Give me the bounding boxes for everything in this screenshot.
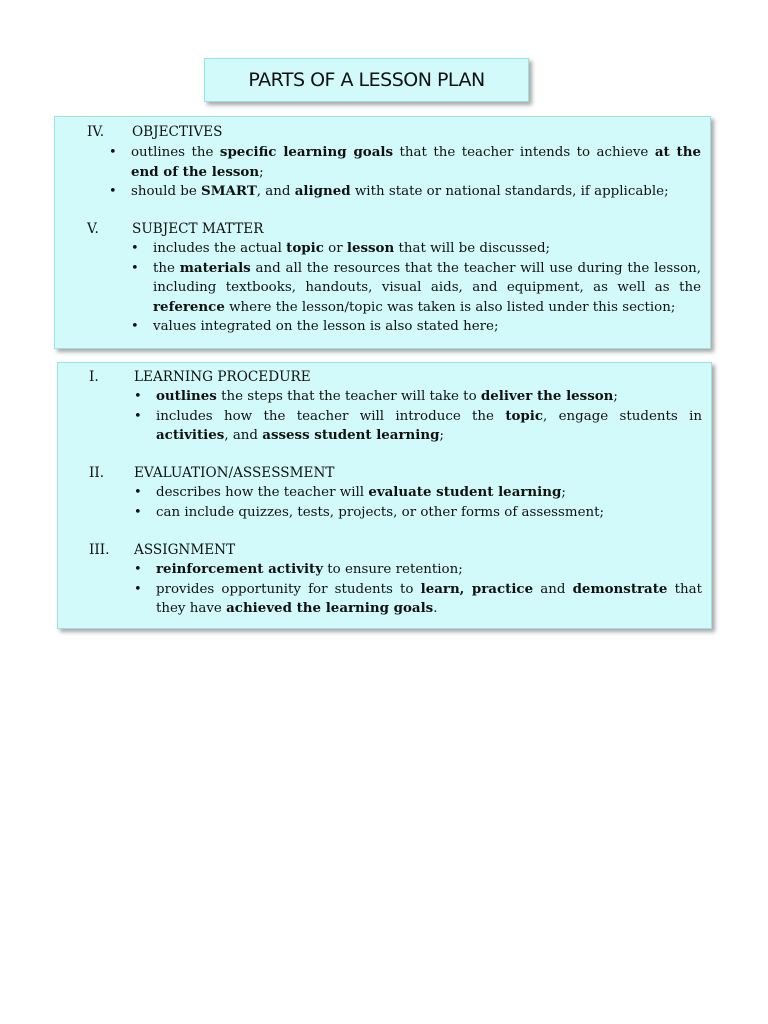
- item-text: ;: [561, 485, 566, 500]
- bold-text: lesson: [346, 240, 395, 256]
- list-item: [109, 143, 701, 182]
- bullet-icon: •: [109, 145, 117, 160]
- list-item: [134, 407, 702, 446]
- list-item: [131, 317, 701, 337]
- bold-text: reference: [153, 298, 225, 315]
- bullet-list: [131, 239, 702, 337]
- bold-text: reinforcement activity: [156, 561, 324, 577]
- bold-text: topic: [505, 407, 544, 424]
- bullet-icon: •: [131, 260, 139, 276]
- bold-text: learn, practice: [420, 580, 534, 597]
- item-text: that will be discussed;: [394, 241, 551, 256]
- item-text: includes how the teacher will introduce the: [156, 408, 506, 424]
- page-title: PARTS OF A LESSON PLAN: [248, 69, 485, 91]
- item-text: , engage students in: [543, 408, 702, 424]
- bold-text: activities: [156, 427, 225, 444]
- bullet-icon: •: [109, 184, 117, 200]
- item-text: ;: [613, 389, 618, 404]
- section-title: ASSIGNMENT: [134, 542, 236, 558]
- bold-text: achieved the learning goals: [226, 600, 434, 617]
- item-text: ;: [259, 164, 264, 180]
- list-item: [131, 239, 701, 259]
- item-text: and: [533, 581, 573, 597]
- bold-text: materials: [179, 259, 251, 276]
- bullet-icon: •: [134, 581, 142, 597]
- bold-text: aligned: [294, 183, 351, 200]
- item-text: the: [153, 260, 180, 276]
- bold-text: at the end of the lesson: [131, 144, 701, 180]
- item-text: or: [323, 241, 347, 256]
- bold-text: demonstrate: [572, 580, 668, 597]
- item-text: with state or national standards, if applicable;: [350, 184, 669, 200]
- list-item: [134, 483, 702, 503]
- item-text: , and: [224, 428, 263, 444]
- bold-text: outlines: [156, 388, 217, 404]
- item-text: can include quizzes, tests, projects, or other forms of assessment;: [156, 504, 605, 520]
- content-box-objectives-subject-matter: [54, 116, 711, 349]
- bullet-list: [134, 387, 702, 446]
- section-numeral: IV.: [87, 124, 105, 140]
- bold-text: SMART: [201, 183, 257, 200]
- item-text: values integrated on the lesson is also stated here;: [153, 319, 499, 335]
- item-text: that they have: [156, 581, 702, 617]
- bullet-icon: •: [134, 408, 142, 424]
- section-title: SUBJECT MATTER: [132, 221, 264, 237]
- section-numeral: II.: [89, 465, 105, 481]
- item-text: provides opportunity for students to: [156, 581, 421, 597]
- item-text: that the teacher intends to achieve: [393, 145, 655, 160]
- item-text: outlines the: [131, 145, 220, 160]
- list-item: [134, 580, 702, 619]
- bullet-icon: •: [134, 485, 142, 500]
- bold-text: deliver the lesson: [480, 388, 614, 404]
- bold-text: specific learning goals: [219, 144, 394, 160]
- section-numeral: I.: [89, 369, 99, 385]
- item-text: the steps that the teacher will take to: [216, 389, 481, 404]
- bullet-list: [134, 483, 702, 522]
- section-numeral: III.: [89, 542, 110, 558]
- content-box-procedure-evaluation-assignment: [57, 362, 712, 629]
- item-text: .: [433, 601, 438, 617]
- item-text: , and: [256, 184, 295, 200]
- bullet-icon: •: [134, 504, 142, 520]
- list-item: [134, 560, 702, 580]
- item-text: describes how the teacher will: [156, 485, 369, 500]
- item-text: where the lesson/topic was taken is also listed under this section;: [224, 299, 676, 315]
- bullet-list: [134, 560, 702, 619]
- bullet-icon: •: [134, 562, 142, 577]
- bullet-list: [109, 143, 701, 202]
- item-text: and all the resources that the teacher will use during the lesson, including textbooks, handouts, visual aids, and equipment, as well as the: [153, 260, 702, 296]
- bullet-icon: •: [134, 389, 142, 404]
- list-item: [134, 503, 702, 523]
- item-text: includes the actual: [153, 241, 287, 256]
- section-title: EVALUATION/ASSESSMENT: [134, 465, 335, 481]
- item-text: to ensure retention;: [323, 562, 463, 577]
- list-item: [134, 387, 702, 407]
- section-title: LEARNING PROCEDURE: [134, 369, 311, 385]
- bullet-icon: •: [131, 319, 139, 335]
- section-title: OBJECTIVES: [132, 124, 223, 140]
- bold-text: evaluate student learning: [368, 484, 562, 500]
- bold-text: assess student learning: [262, 427, 440, 444]
- list-item: [131, 259, 702, 318]
- bold-text: topic: [286, 240, 324, 256]
- section-numeral: V.: [87, 221, 99, 237]
- item-text: ;: [439, 428, 444, 444]
- list-item: [109, 182, 701, 202]
- title-box: [204, 58, 529, 102]
- bullet-icon: •: [131, 241, 139, 256]
- item-text: should be: [131, 184, 202, 200]
